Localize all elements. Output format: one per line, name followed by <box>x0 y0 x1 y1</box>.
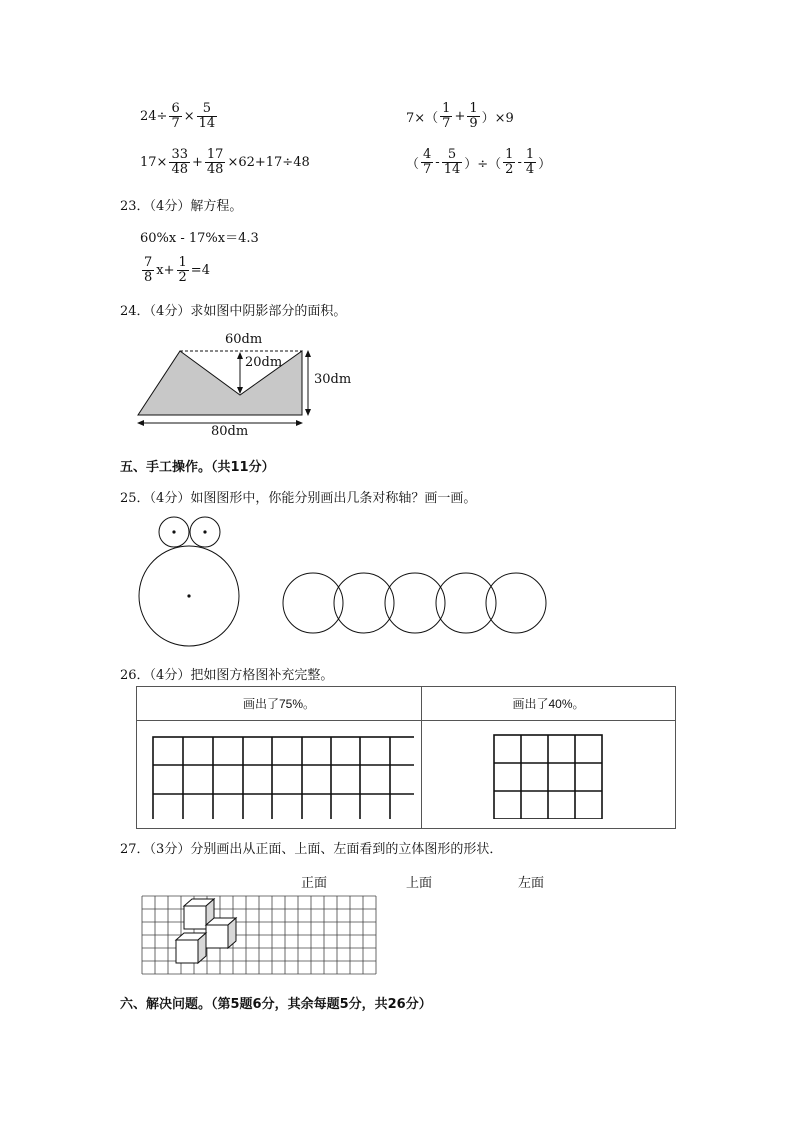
section6-heading: 六、解决问题。（第5题6分，其余每题5分，共26分） <box>120 997 432 1012</box>
label-left: 左面 <box>518 875 545 890</box>
calc-c-lead: 17× <box>140 154 168 170</box>
calc-a <box>140 102 219 130</box>
q23-title: 23．（4分）解方程。 <box>120 199 243 214</box>
paren: （ <box>406 156 420 172</box>
q23-eq2 <box>140 256 210 284</box>
fraction: $\frac{1}{9}$ <box>469 101 478 131</box>
symmetry-figures <box>130 510 560 655</box>
grid-4x3 <box>489 727 609 819</box>
fraction: $\frac{5}{14}$ <box>198 101 216 131</box>
label-60dm: 60dm <box>225 332 263 347</box>
calc-d-mid: ）÷（ <box>464 156 502 172</box>
left-grid-cell <box>137 721 422 829</box>
grid-9x3 <box>144 727 414 819</box>
label-top: 上面 <box>406 875 433 890</box>
calc-b <box>406 102 514 130</box>
fraction: $\frac{4}{7}$ <box>423 147 432 177</box>
grid-table <box>136 686 676 829</box>
operator: - <box>435 154 440 170</box>
fraction: $\frac{5}{14}$ <box>443 147 461 177</box>
cube-grid <box>140 894 378 976</box>
chain-circle <box>486 573 546 633</box>
section5-heading: 五、手工操作。（共11分） <box>120 460 275 475</box>
eq2-x: x+ <box>156 262 175 278</box>
calc-b-tail: ）×9 <box>481 110 514 126</box>
label-20dm: 20dm <box>245 355 283 370</box>
right-head: 画出了40%。 <box>422 687 676 721</box>
left-head: 画出了75%。 <box>137 687 422 721</box>
fraction: $\frac{1}{4}$ <box>525 147 535 177</box>
calc-c <box>140 148 310 176</box>
fraction: $\frac{7}{8}$ <box>144 255 153 285</box>
fraction: $\frac{17}{48}$ <box>206 147 224 177</box>
q27-title: 27．（3分）分别画出从正面、上面、左面看到的立体图形的形状． <box>120 842 503 857</box>
q24-title: 24．（4分）求如图中阴影部分的面积。 <box>120 304 347 319</box>
operator: + <box>454 108 466 124</box>
label-front: 正面 <box>301 875 328 890</box>
calc-d <box>406 148 551 176</box>
operator: × <box>183 108 195 124</box>
right-grid-cell <box>422 721 676 829</box>
operator: + <box>191 154 203 170</box>
q26-title: 26．（4分）把如图方格图补充完整。 <box>120 668 334 683</box>
calc-c-tail: ×62+17÷48 <box>227 154 310 170</box>
fraction: $\frac{1}{7}$ <box>442 101 451 131</box>
q25-title: 25．（4分）如图图形中，你能分别画出几条对称轴？画一画。 <box>120 491 477 506</box>
calc-a-lead: 24÷ <box>140 108 168 124</box>
fraction: $\frac{33}{48}$ <box>171 147 188 177</box>
calc-b-lead: 7×（ <box>406 110 439 126</box>
paren: ） <box>538 156 552 172</box>
operator: - <box>517 154 522 170</box>
fraction: $\frac{1}{2}$ <box>178 255 187 285</box>
label-30dm: 30dm <box>314 372 352 387</box>
eq2-tail: =4 <box>190 262 210 278</box>
fraction: $\frac{1}{2}$ <box>505 147 514 177</box>
fraction: $\frac{6}{7}$ <box>171 101 180 131</box>
cubes <box>176 899 236 963</box>
q23-eq1: 60%x - 17%x＝4.3 <box>140 231 259 246</box>
label-80dm: 80dm <box>211 424 249 439</box>
